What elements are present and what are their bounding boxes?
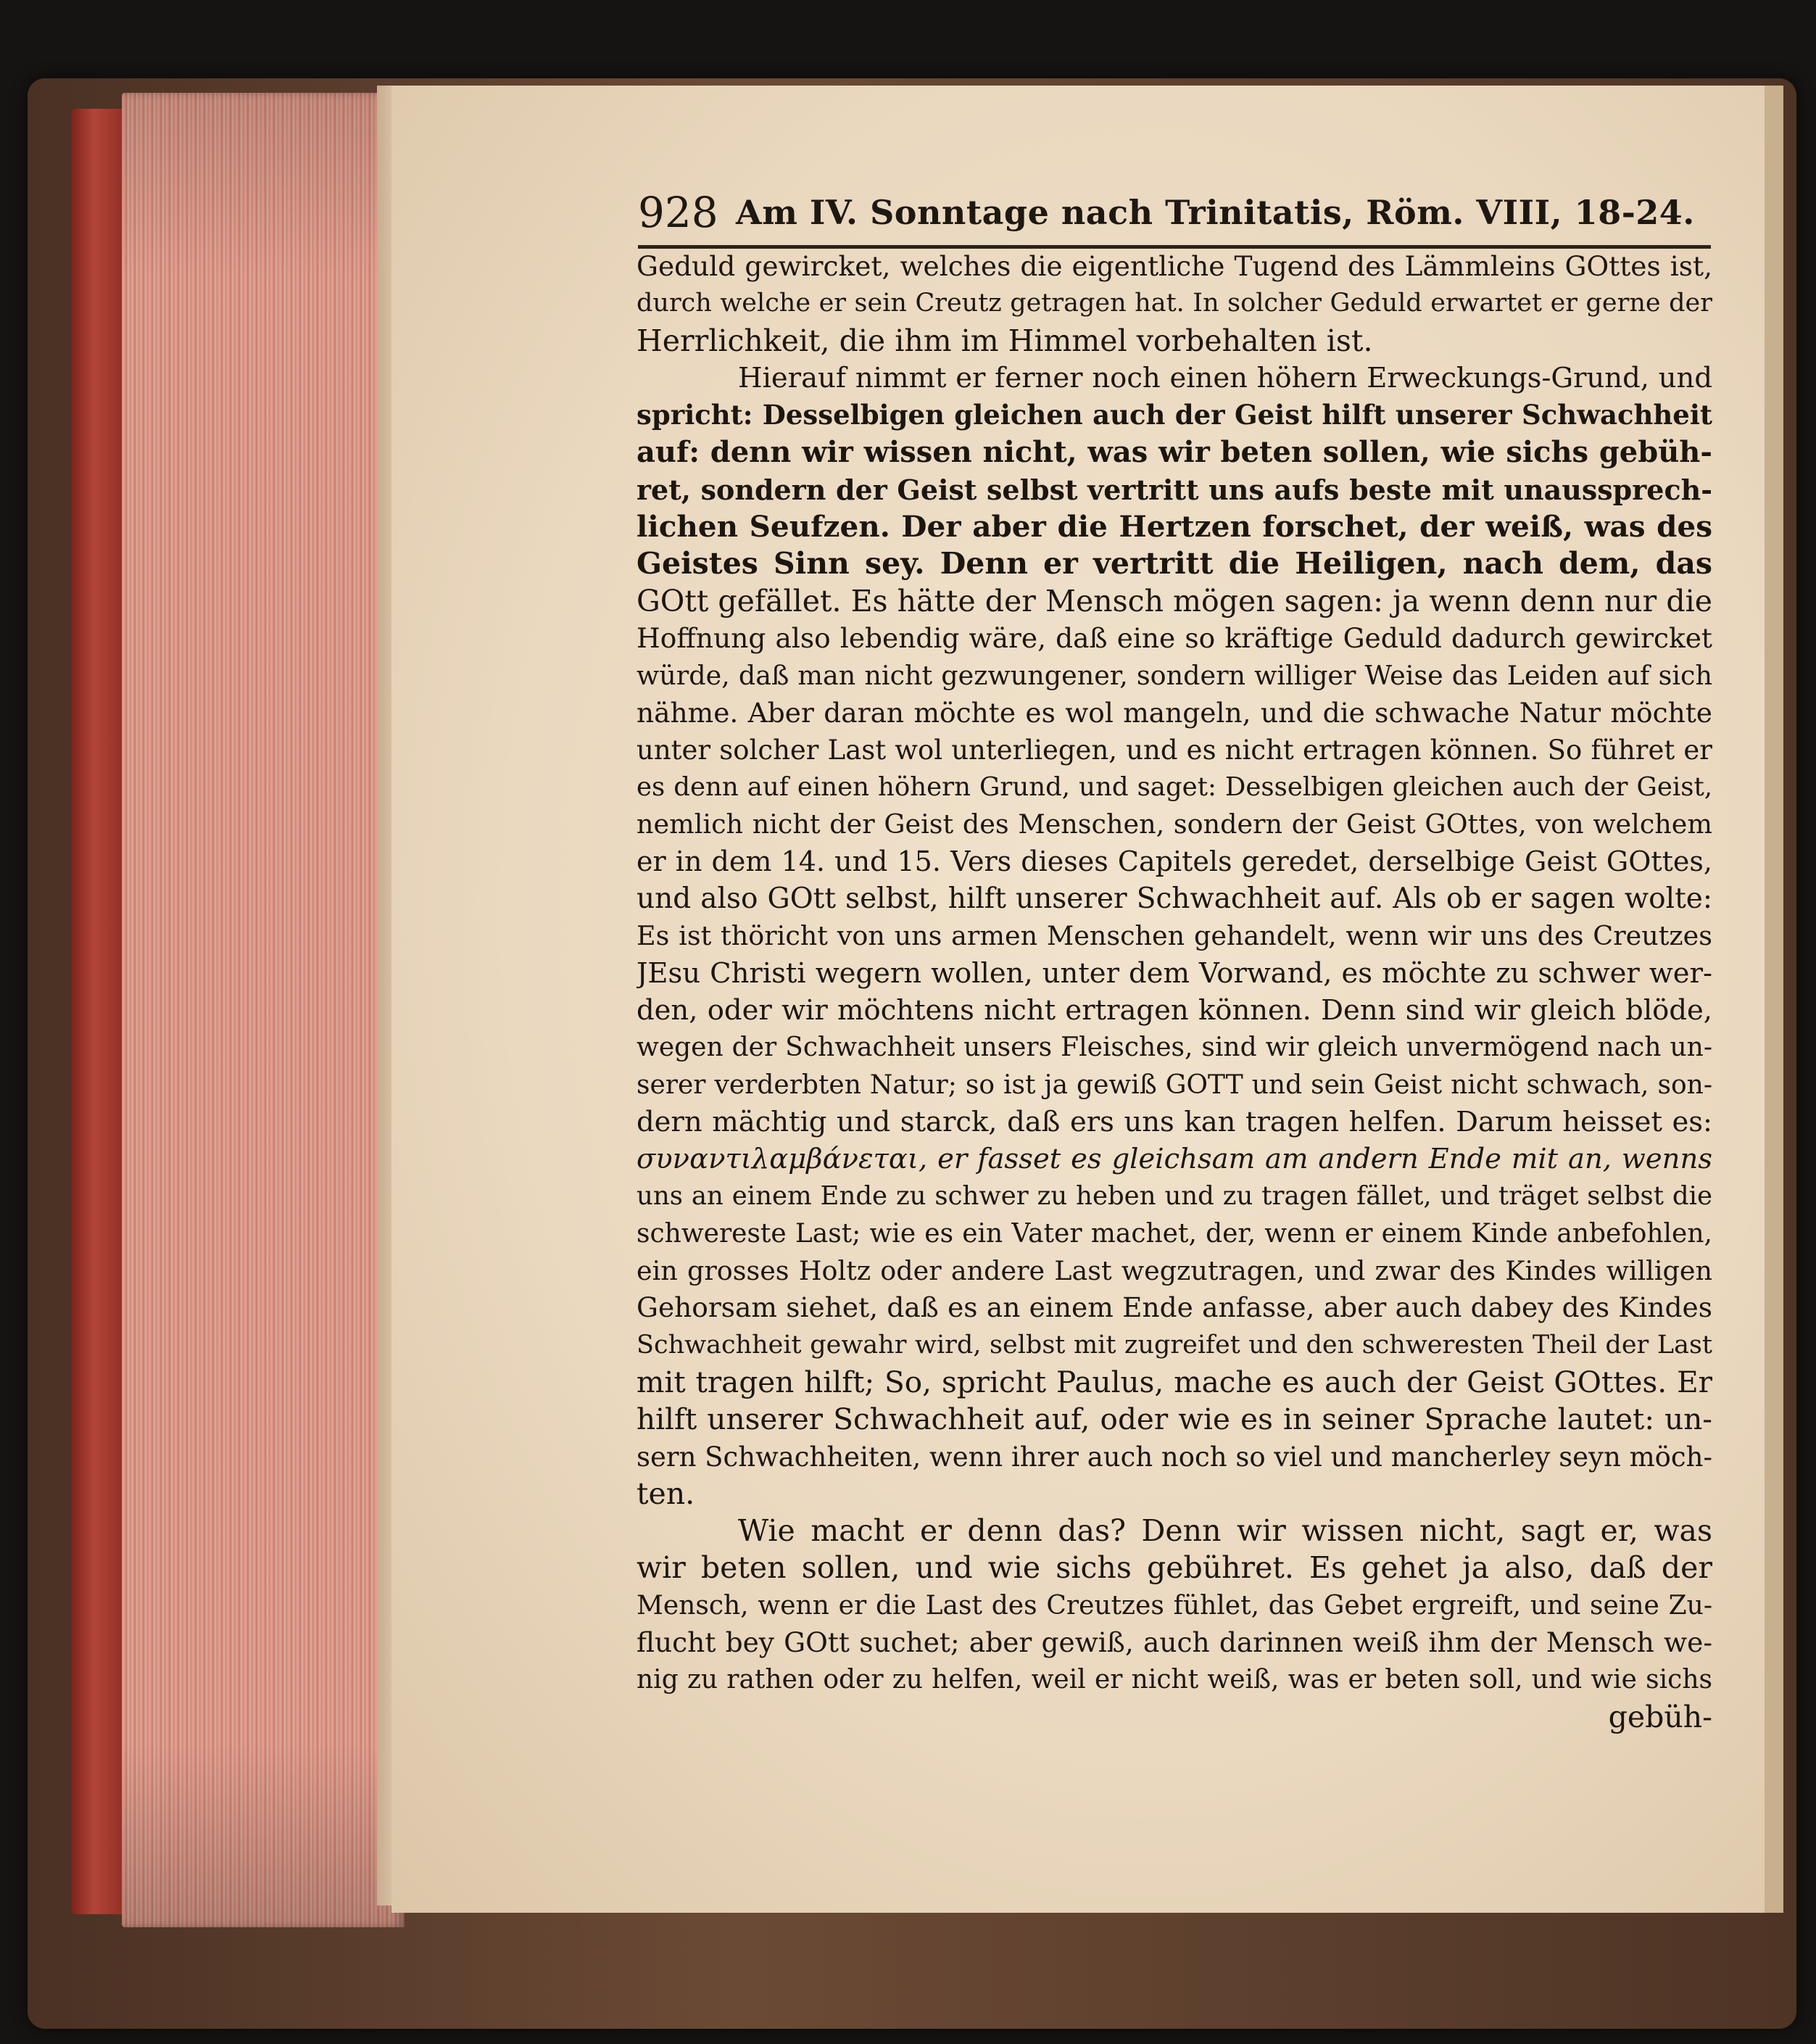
text-line: durch welche er sein Creutz getragen hat. In solcher Geduld erwartet er gerne der <box>637 289 1712 318</box>
text-line: lichen Seufzen. Der aber die Hertzen forschet, der weiß, was des <box>637 509 1712 545</box>
text-line: spricht: Desselbigen gleichen auch der Geist hilft unserer Schwachheit <box>637 399 1712 431</box>
text-line: συναντιλαμβάνεται, er fasset es gleichsam am andern Ende mit an, wenns <box>637 1143 1712 1176</box>
text-line: wir beten sollen, und wie sichs gebühret. Es gehet ja also, daß der <box>637 1550 1712 1586</box>
text-line: Hoffnung also lebendig wäre, daß eine so kräftige Geduld dadurch gewircket <box>637 621 1712 654</box>
text-line: Es ist thöricht von uns armen Menschen gehandelt, wenn wir uns des Creutzes <box>637 920 1712 952</box>
running-head: Am IV. Sonntage nach Trinitatis, Röm. VIII, 18-24. <box>736 193 1695 232</box>
text-line: würde, daß man nicht gezwungener, sondern williger Weise das Leiden auf sich <box>637 660 1712 692</box>
text-line: Mensch, wenn er die Last des Creutzes fühlet, das Gebet ergreift, und seine Zu- <box>637 1590 1712 1621</box>
text-line: ten. <box>637 1476 695 1511</box>
page-header <box>638 187 1711 238</box>
text-line: den, oder wir möchtens nicht ertragen können. Denn sind wir gleich blöde, <box>637 993 1712 1027</box>
text-line: nähme. Aber daran möchte es wol mangeln, und die schwache Natur möchte <box>637 696 1712 729</box>
text-line: Wie macht er denn das? Denn wir wissen nicht, sagt er, was <box>738 1513 1712 1549</box>
text-line: Gehorsam siehet, daß es an einem Ende anfasse, aber auch dabey des Kindes <box>637 1291 1712 1324</box>
text-line: nig zu rathen oder zu helfen, weil er nicht weiß, was er beten soll, und wie sichs <box>637 1665 1712 1695</box>
text-line: hilft unserer Schwachheit auf, oder wie es in seiner Sprache lautet: un- <box>637 1402 1712 1437</box>
text-line: GOtt gefället. Es hätte der Mensch mögen sagen: ja wenn denn nur die <box>637 583 1712 618</box>
text-line: Geduld gewircket, welches die eigentliche Tugend des Lämmleins GOttes ist, <box>637 250 1712 282</box>
text-line: unter solcher Last wol unterliegen, und es nicht ertragen können. So führet er <box>637 734 1712 766</box>
text-line: sern Schwachheiten, wenn ihrer auch noch so viel und mancherley seyn möch- <box>637 1441 1712 1473</box>
page-edge-shade <box>122 93 405 1927</box>
text-line: Schwachheit gewahr wird, selbst mit zugreifet und den schweresten Theil der Last <box>637 1330 1712 1360</box>
text-line: gebüh- <box>1608 1699 1712 1734</box>
text-line: nemlich nicht der Geist des Menschen, sondern der Geist GOttes, von welchem <box>637 808 1712 840</box>
text-line: dern mächtig und starck, daß ers uns kan tragen helfen. Darum heisset es: <box>637 1105 1712 1138</box>
text-line: JEsu Christi wegern wollen, unter dem Vorwand, es möchte zu schwer wer- <box>637 956 1712 990</box>
text-line: serer verderbten Natur; so ist ja gewiß GOTT und sein Geist nicht schwach, son- <box>637 1069 1712 1100</box>
text-line: Herrlichkeit, die ihm im Himmel vorbehalten ist. <box>637 323 1373 358</box>
text-line: Hierauf nimmt er ferner noch einen höhern Erweckungs-Grund, und <box>738 361 1712 394</box>
text-line: flucht bey GOtt suchet; aber gewiß, auch darinnen weiß ihm der Mensch we- <box>637 1626 1712 1658</box>
text-line: wegen der Schwachheit unsers Fleisches, sind wir gleich unvermögend nach un- <box>637 1033 1712 1063</box>
text-line: es denn auf einen höhern Grund, und saget: Desselbigen gleichen auch der Geist, <box>637 772 1712 803</box>
text-line: ret, sondern der Geist selbst vertritt uns aufs beste mit unaussprech- <box>637 473 1712 506</box>
page-number: 928 <box>638 188 718 237</box>
text-line: er in dem 14. und 15. Vers dieses Capitels geredet, derselbige Geist GOttes, <box>637 845 1712 877</box>
text-line: und also GOtt selbst, hilft unserer Schwachheit auf. Als ob er sagen wolte: <box>637 882 1712 916</box>
red-page-edge <box>71 109 122 1914</box>
body-text <box>637 248 1712 1736</box>
text-line: mit tragen hilft; So, spricht Paulus, mache es auch der Geist GOttes. Er <box>637 1364 1712 1399</box>
page-edges-stack <box>122 93 405 1927</box>
text-line: auf: denn wir wissen nicht, was wir beten sollen, wie sichs gebüh- <box>637 435 1712 470</box>
text-line: Geistes Sinn sey. Denn er vertritt die Heiligen, nach dem, das <box>637 546 1712 582</box>
text-line: uns an einem Ende zu schwer zu heben und zu tragen fället, und träget selbst die <box>637 1181 1712 1212</box>
text-line: schwereste Last; wie es ein Vater machet, der, wenn er einem Kinde anbefohlen, <box>637 1218 1712 1249</box>
text-line: ein grosses Holtz oder andere Last wegzutragen, und zwar des Kindes willigen <box>637 1255 1712 1287</box>
